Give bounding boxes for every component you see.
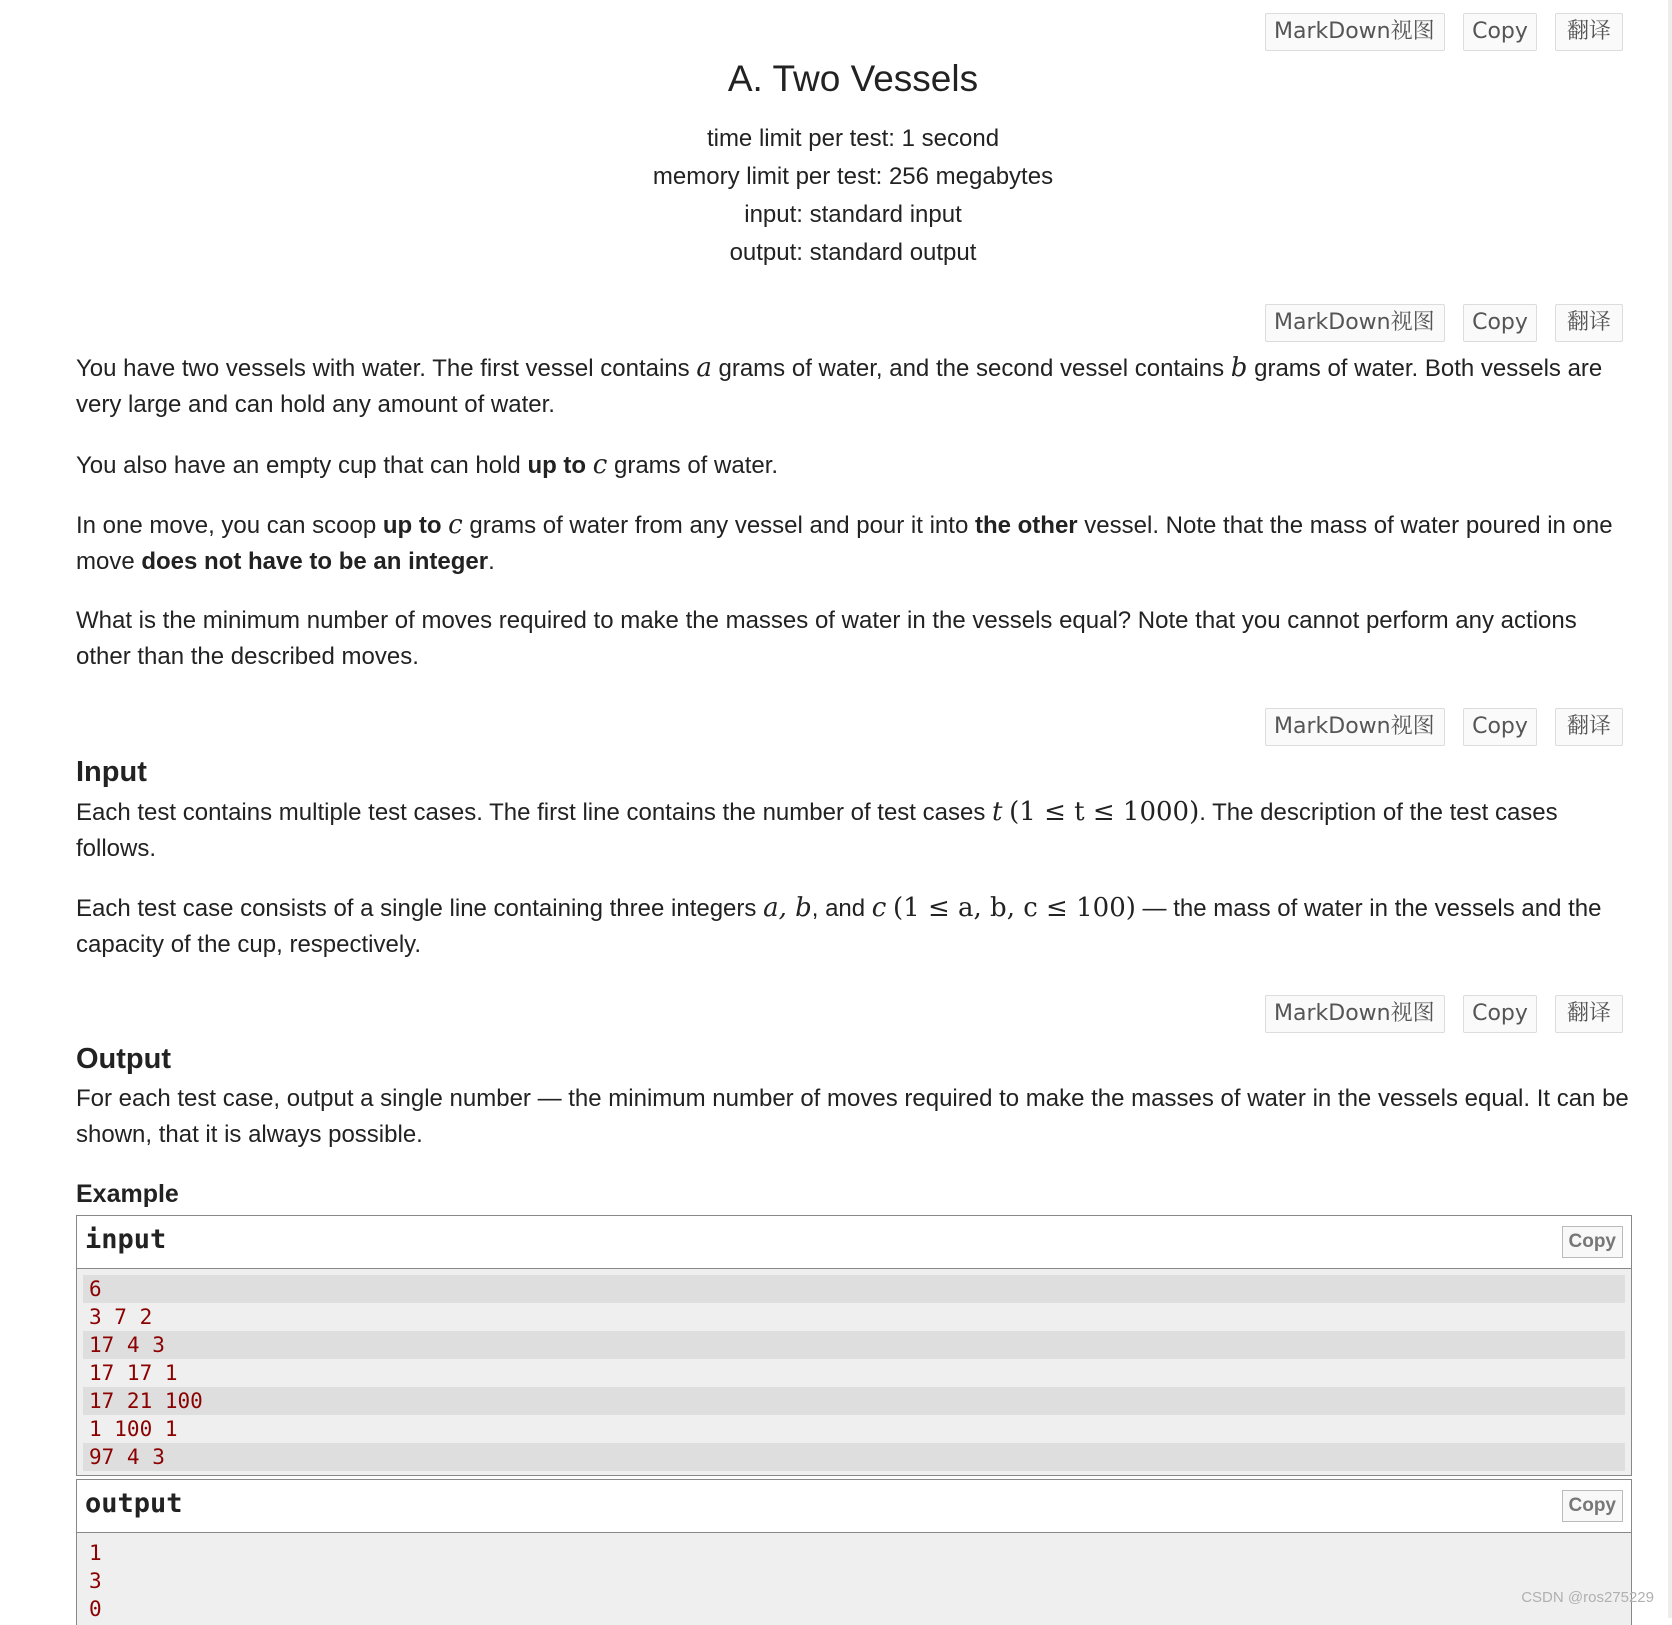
- text: Each test case consists of a single line containing three integers: [76, 895, 764, 922]
- math-var: a: [696, 353, 712, 383]
- scrollbar-edge[interactable]: [1668, 0, 1672, 1618]
- translate-button[interactable]: 翻译: [1555, 995, 1623, 1033]
- bold-text: up to: [382, 512, 442, 539]
- input-toolbar: [1265, 708, 1623, 746]
- output-spec: output: standard output: [729, 239, 977, 266]
- markdown-view-button[interactable]: MarkDown视图: [1265, 304, 1445, 342]
- text: — the mass of water in the vessels and the capacity of the cup, respectively.: [76, 895, 1602, 958]
- math-expression: (1 ≤ t ≤ 1000): [1009, 797, 1200, 827]
- input-line: 3 7 2: [89, 1305, 153, 1329]
- header-toolbar: [1265, 13, 1623, 51]
- copy-input-button[interactable]: Copy: [1562, 1226, 1624, 1258]
- time-limit: time limit per test: 1 second: [706, 125, 1000, 152]
- input-line: 17 21 100: [83, 1387, 1625, 1415]
- statement-toolbar: [1265, 304, 1623, 342]
- text: grams of water.: [607, 452, 779, 479]
- bold-text: does not have to be an integer: [141, 548, 489, 575]
- output-line: 0: [89, 1597, 102, 1621]
- sample-output-title: output: [85, 1488, 183, 1519]
- statement-paragraph-4: What is the minimum number of moves required to make the masses of water in the vessels equal? Note that you cannot perform any actions other than the described moves.: [76, 607, 1577, 670]
- markdown-view-button[interactable]: MarkDown视图: [1265, 995, 1445, 1033]
- copy-button[interactable]: Copy: [1463, 708, 1537, 746]
- sample-input-body: [77, 1269, 1631, 1475]
- sample-input-title: input: [85, 1224, 167, 1255]
- translate-button[interactable]: 翻译: [1555, 13, 1623, 51]
- input-line: 17 17 1: [89, 1361, 178, 1385]
- output-line: 3: [89, 1569, 102, 1593]
- copy-output-button[interactable]: Copy: [1562, 1490, 1624, 1522]
- input-paragraph-1: [76, 794, 1636, 867]
- text: grams of water. Both vessels are very large and can hold any amount of water.: [76, 355, 1603, 418]
- math-expression: (1 ≤ a, b, c ≤ 100): [893, 893, 1136, 923]
- copy-button[interactable]: Copy: [1463, 304, 1537, 342]
- output-paragraph-1: For each test case, output a single number — the minimum number of moves required to make the masses of water in the vessels equal. It can be shown, that it is always possible.: [76, 1085, 1629, 1148]
- text: In one move, you can scoop: [76, 512, 383, 539]
- text: , and: [811, 895, 872, 922]
- statement-paragraph-1: [76, 350, 1636, 423]
- markdown-view-button[interactable]: MarkDown视图: [1265, 13, 1445, 51]
- text: grams of water, and the second vessel contains: [711, 355, 1231, 382]
- bold-text: the other: [974, 512, 1078, 539]
- input-line: 6: [83, 1275, 1625, 1303]
- sample-output-body: [77, 1533, 1631, 1625]
- math-var: a, b: [763, 893, 812, 923]
- sample-output-header: [77, 1480, 1631, 1533]
- translate-button[interactable]: 翻译: [1555, 708, 1623, 746]
- text: You have two vessels with water. The first vessel contains: [76, 355, 697, 382]
- math-var: t: [992, 797, 1003, 827]
- example-label: Example: [76, 1180, 179, 1208]
- copy-button[interactable]: Copy: [1463, 995, 1537, 1033]
- markdown-view-button[interactable]: MarkDown视图: [1265, 708, 1445, 746]
- math-var: b: [1230, 353, 1248, 383]
- sample-output-box: [76, 1479, 1632, 1625]
- text: vessel. Note that the mass of water poured in one move: [76, 512, 1613, 575]
- text: Each test contains multiple test cases. The first line contains the number of test cases: [76, 799, 993, 826]
- math-var: c: [871, 893, 887, 923]
- watermark: CSDN @ros275229: [1521, 1589, 1654, 1606]
- problem-title: A. Two Vessels: [727, 58, 979, 99]
- sample-input-box: [76, 1215, 1632, 1476]
- math-var: c: [448, 510, 463, 540]
- output-line: 1: [89, 1541, 102, 1565]
- translate-button[interactable]: 翻译: [1555, 304, 1623, 342]
- text: .: [488, 548, 495, 575]
- input-paragraph-2: [76, 890, 1636, 963]
- text: You also have an empty cup that can hold: [76, 452, 528, 479]
- sample-input-header: [77, 1216, 1631, 1269]
- statement-paragraph-2: [76, 447, 1636, 484]
- input-line: 17 4 3: [83, 1331, 1625, 1359]
- copy-button[interactable]: Copy: [1463, 13, 1537, 51]
- text: grams of water from any vessel and pour it into: [462, 512, 975, 539]
- output-heading: Output: [76, 1043, 172, 1075]
- output-toolbar: [1265, 995, 1623, 1033]
- input-line: 97 4 3: [83, 1443, 1625, 1471]
- math-var: c: [592, 450, 608, 480]
- problem-limits: [0, 120, 1672, 272]
- input-line: 1 100 1: [89, 1417, 178, 1441]
- statement-paragraph-3: [76, 507, 1636, 580]
- text: . The description of the test cases follows.: [76, 799, 1558, 862]
- bold-text: up to: [527, 452, 587, 479]
- memory-limit: memory limit per test: 256 megabytes: [652, 163, 1054, 190]
- input-spec: input: standard input: [744, 201, 962, 228]
- input-heading: Input: [76, 756, 147, 788]
